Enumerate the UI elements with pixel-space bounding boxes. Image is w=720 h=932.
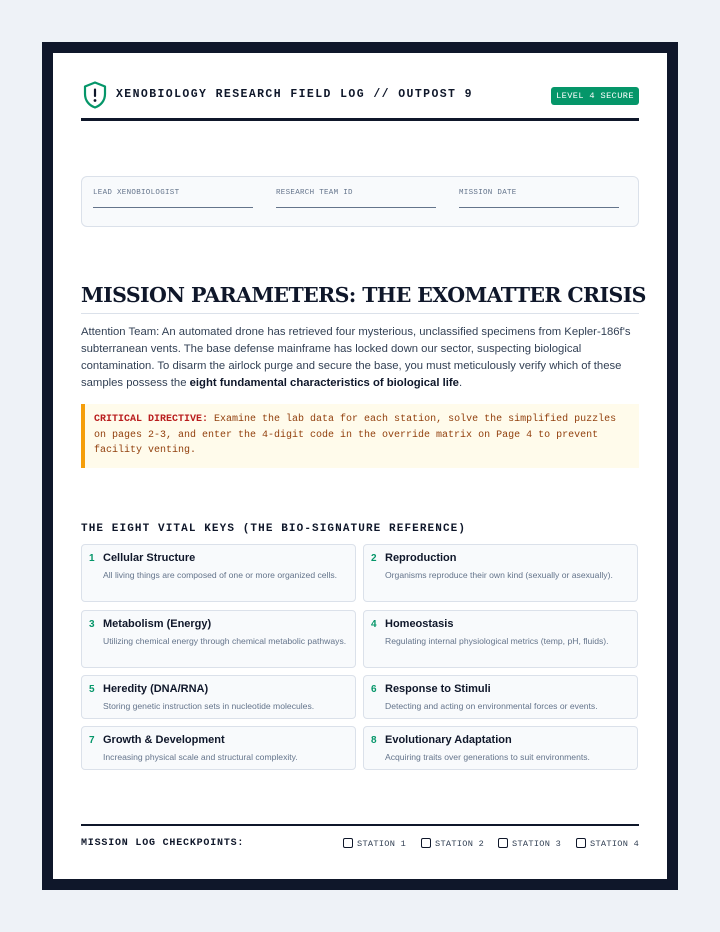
key-title: Reproduction <box>385 552 457 564</box>
key-number: 3 <box>89 619 95 630</box>
key-description: Detecting and acting on environmental forces or events. <box>385 701 598 711</box>
key-card <box>363 726 638 770</box>
intro-text: Attention Team: An automated drone has retrieved four mysterious, unclassified specimens from Kepler-186f's subterranean vents. The base defense mainframe has locked down our sector, suspecting biological contamination. To disarm the airlock purge and secure the base, you must meticulously verify which of these samples possess the <box>81 326 631 390</box>
key-card <box>363 544 638 602</box>
station-1-checkbox[interactable] <box>343 838 406 849</box>
divider <box>81 313 639 314</box>
mission-title: MISSION PARAMETERS: THE EXOMATTER CRISIS <box>81 283 646 307</box>
station-label: STATION 2 <box>435 839 485 849</box>
key-card <box>81 675 356 719</box>
station-label: STATION 4 <box>590 839 640 849</box>
key-number: 2 <box>371 553 377 564</box>
key-description: Organisms reproduce their own kind (sexually or asexually). <box>385 570 613 580</box>
key-card <box>81 544 356 602</box>
header-title: XENOBIOLOGY RESEARCH FIELD LOG // OUTPOST 9 <box>116 88 473 101</box>
key-number: 4 <box>371 619 377 630</box>
key-title: Response to Stimuli <box>385 683 491 695</box>
mission-log-checkpoints <box>81 824 640 849</box>
key-number: 7 <box>89 735 95 746</box>
key-title: Evolutionary Adaptation <box>385 734 512 746</box>
key-card <box>363 675 638 719</box>
mission-info-fields <box>81 176 639 227</box>
security-level-badge: LEVEL 4 SECURE <box>551 87 639 105</box>
checkpoints-label: MISSION LOG CHECKPOINTS: <box>81 838 245 849</box>
document-page <box>53 53 667 879</box>
key-card <box>81 610 356 668</box>
key-title: Metabolism (Energy) <box>103 618 212 630</box>
mission-date-field[interactable] <box>459 189 619 208</box>
intro-end: . <box>458 377 463 390</box>
key-description: Storing genetic instruction sets in nucleotide molecules. <box>103 701 315 711</box>
station-label: STATION 3 <box>512 839 562 849</box>
key-title: Heredity (DNA/RNA) <box>103 683 209 695</box>
station-2-checkbox[interactable] <box>421 838 484 849</box>
directive-text: Examine the lab data for each station, solve the simplified puzzles on pages 2-3, and enter the 4-digit code in the override matrix on Page 4 to prevent facility venting. <box>94 414 617 456</box>
shield-alert-icon <box>83 81 107 109</box>
key-card <box>363 610 638 668</box>
document-header <box>81 81 639 121</box>
key-number: 8 <box>371 735 377 746</box>
checkbox-icon[interactable] <box>421 838 431 848</box>
intro-bold-text: eight fundamental characteristics of biological life <box>189 377 459 390</box>
key-title: Homeostasis <box>385 618 454 630</box>
checkbox-icon[interactable] <box>498 838 508 848</box>
station-3-checkbox[interactable] <box>498 838 561 849</box>
mission-intro <box>81 324 639 392</box>
key-title: Cellular Structure <box>103 552 196 564</box>
key-description: All living things are composed of one or more organized cells. <box>103 570 338 580</box>
key-description: Utilizing chemical energy through chemical metabolic pathways. <box>103 636 347 646</box>
key-description: Increasing physical scale and structural complexity. <box>103 752 298 762</box>
key-number: 5 <box>89 684 95 695</box>
field-underline <box>459 207 619 208</box>
directive-label: CRITICAL DIRECTIVE: <box>94 414 209 425</box>
checkbox-icon[interactable] <box>343 838 353 848</box>
key-number: 6 <box>371 684 377 695</box>
vital-keys-title: THE EIGHT VITAL KEYS (THE BIO-SIGNATURE REFERENCE) <box>81 523 467 535</box>
research-team-id-field[interactable] <box>276 189 436 208</box>
field-label: MISSION DATE <box>459 189 517 197</box>
lead-xenobiologist-field[interactable] <box>93 189 253 208</box>
key-card <box>81 726 356 770</box>
critical-directive <box>81 404 639 468</box>
station-label: STATION 1 <box>357 839 407 849</box>
key-description: Acquiring traits over generations to suit environments. <box>385 752 590 762</box>
key-number: 1 <box>89 553 95 564</box>
key-title: Growth & Development <box>103 734 225 746</box>
field-underline <box>93 207 253 208</box>
field-label: RESEARCH TEAM ID <box>276 189 353 197</box>
field-underline <box>276 207 436 208</box>
key-description: Regulating internal physiological metrics (temp, pH, fluids). <box>385 636 609 646</box>
field-label: LEAD XENOBIOLOGIST <box>93 189 180 197</box>
station-4-checkbox[interactable] <box>576 838 639 849</box>
checkbox-icon[interactable] <box>576 838 586 848</box>
